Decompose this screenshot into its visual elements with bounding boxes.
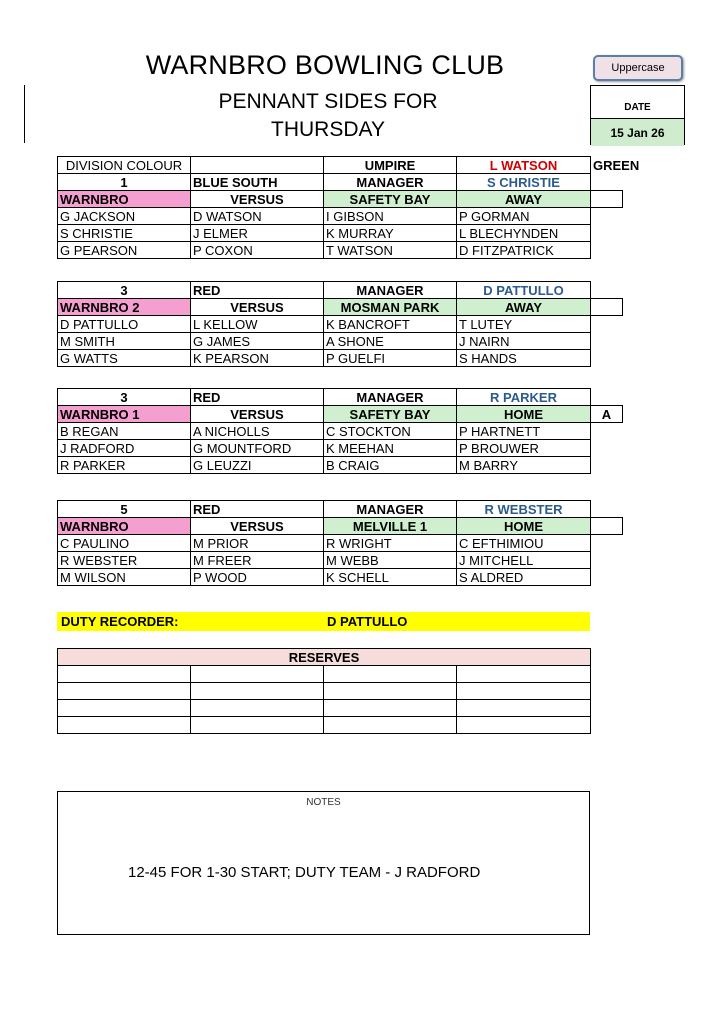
player-cell[interactable]: P GUELFI bbox=[324, 350, 457, 367]
player-cell[interactable]: K PEARSON bbox=[191, 350, 324, 367]
player-cell[interactable]: C STOCKTON bbox=[324, 423, 457, 440]
duty-recorder-name[interactable]: D PATTULLO bbox=[327, 614, 408, 629]
player-cell[interactable]: B CRAIG bbox=[324, 457, 457, 474]
date-box bbox=[590, 85, 685, 145]
reserve-cell[interactable] bbox=[457, 717, 591, 734]
team-name[interactable]: WARNBRO 1 bbox=[58, 406, 191, 423]
player-cell[interactable]: R WEBSTER bbox=[58, 552, 191, 569]
reserve-cell[interactable] bbox=[58, 700, 191, 717]
division-colour: RED bbox=[191, 389, 324, 406]
venue[interactable]: AWAY bbox=[457, 191, 591, 208]
duty-recorder-label: DUTY RECORDER: bbox=[61, 614, 179, 629]
player-cell[interactable]: P WOOD bbox=[191, 569, 324, 586]
manager-label: MANAGER bbox=[324, 501, 457, 518]
reserve-cell[interactable] bbox=[457, 700, 591, 717]
side-table-2 bbox=[57, 281, 623, 367]
player-cell[interactable]: C PAULINO bbox=[58, 535, 191, 552]
reserve-cell[interactable] bbox=[191, 700, 324, 717]
division-number: 3 bbox=[58, 282, 191, 299]
duty-recorder-bar bbox=[57, 612, 590, 631]
player-cell[interactable]: J RADFORD bbox=[58, 440, 191, 457]
player-cell[interactable]: G MOUNTFORD bbox=[191, 440, 324, 457]
manager-name[interactable]: D PATTULLO bbox=[457, 282, 591, 299]
reserve-cell[interactable] bbox=[324, 717, 457, 734]
notes-label: NOTES bbox=[306, 797, 341, 808]
reserve-cell[interactable] bbox=[191, 666, 324, 683]
manager-name[interactable]: S CHRISTIE bbox=[457, 174, 591, 191]
player-cell[interactable]: P GORMAN bbox=[457, 208, 591, 225]
player-cell[interactable]: S ALDRED bbox=[457, 569, 591, 586]
player-cell[interactable]: M FREER bbox=[191, 552, 324, 569]
club-title: WARNBRO BOWLING CLUB bbox=[145, 50, 505, 80]
player-cell[interactable]: M WEBB bbox=[324, 552, 457, 569]
opponent-name[interactable]: MOSMAN PARK bbox=[324, 299, 457, 316]
reserve-cell[interactable] bbox=[58, 683, 191, 700]
green-cell[interactable]: A bbox=[591, 406, 623, 423]
division-colour: BLUE SOUTH bbox=[191, 174, 324, 191]
green-cell[interactable] bbox=[591, 518, 623, 535]
green-cell[interactable] bbox=[591, 191, 623, 208]
player-cell[interactable]: J MITCHELL bbox=[457, 552, 591, 569]
division-colour-header: DIVISION COLOUR bbox=[58, 157, 191, 174]
division-number: 3 bbox=[58, 389, 191, 406]
umpire-label: UMPIRE bbox=[324, 157, 457, 174]
opponent-name[interactable]: SAFETY BAY bbox=[324, 191, 457, 208]
opponent-name[interactable]: MELVILLE 1 bbox=[324, 518, 457, 535]
reserve-cell[interactable] bbox=[324, 700, 457, 717]
green-cell[interactable] bbox=[591, 299, 623, 316]
manager-label: MANAGER bbox=[324, 282, 457, 299]
page-subtitle: PENNANT SIDES FOR bbox=[218, 90, 438, 113]
player-cell[interactable]: K BANCROFT bbox=[324, 316, 457, 333]
venue[interactable]: HOME bbox=[457, 406, 591, 423]
versus-label: VERSUS bbox=[191, 299, 324, 316]
date-value[interactable]: 15 Jan 26 bbox=[591, 118, 684, 146]
green-header: GREEN bbox=[593, 157, 640, 173]
division-number: 1 bbox=[58, 174, 191, 191]
reserve-cell[interactable] bbox=[58, 717, 191, 734]
reserve-cell[interactable] bbox=[191, 683, 324, 700]
player-cell[interactable]: I GIBSON bbox=[324, 208, 457, 225]
division-colour: RED bbox=[191, 282, 324, 299]
page-subtitle-day: THURSDAY bbox=[271, 118, 385, 141]
player-cell[interactable]: M SMITH bbox=[58, 333, 191, 350]
player-cell[interactable]: P COXON bbox=[191, 242, 324, 259]
player-cell[interactable]: K MEEHAN bbox=[324, 440, 457, 457]
reserve-cell[interactable] bbox=[324, 666, 457, 683]
side-table-3 bbox=[57, 388, 623, 474]
versus-label: VERSUS bbox=[191, 406, 324, 423]
side-table-1 bbox=[57, 156, 655, 259]
notes-box[interactable] bbox=[57, 791, 590, 935]
versus-label: VERSUS bbox=[191, 191, 324, 208]
notes-text: 12-45 FOR 1-30 START; DUTY TEAM - J RADFORD bbox=[128, 864, 481, 881]
reserve-cell[interactable] bbox=[324, 683, 457, 700]
player-cell[interactable]: J ELMER bbox=[191, 225, 324, 242]
player-cell[interactable]: J NAIRN bbox=[457, 333, 591, 350]
date-label: DATE bbox=[624, 102, 651, 113]
player-cell[interactable]: M PRIOR bbox=[191, 535, 324, 552]
reserve-cell[interactable] bbox=[457, 683, 591, 700]
team-name[interactable]: WARNBRO bbox=[58, 518, 191, 535]
player-cell[interactable]: T WATSON bbox=[324, 242, 457, 259]
player-cell[interactable]: D WATSON bbox=[191, 208, 324, 225]
manager-name[interactable]: R PARKER bbox=[457, 389, 591, 406]
player-cell[interactable]: P HARTNETT bbox=[457, 423, 591, 440]
player-cell[interactable]: S HANDS bbox=[457, 350, 591, 367]
player-cell[interactable]: M BARRY bbox=[457, 457, 591, 474]
player-cell[interactable]: D FITZPATRICK bbox=[457, 242, 591, 259]
division-colour: RED bbox=[191, 501, 324, 518]
player-cell[interactable]: S CHRISTIE bbox=[58, 225, 191, 242]
player-cell[interactable]: K MURRAY bbox=[324, 225, 457, 242]
side-table-4 bbox=[57, 500, 623, 586]
reserves-table bbox=[57, 648, 591, 734]
manager-label: MANAGER bbox=[324, 174, 457, 191]
player-cell[interactable]: G JAMES bbox=[191, 333, 324, 350]
manager-name[interactable]: R WEBSTER bbox=[457, 501, 591, 518]
umpire-name[interactable]: L WATSON bbox=[457, 157, 591, 174]
player-cell[interactable]: L BLECHYNDEN bbox=[457, 225, 591, 242]
venue[interactable]: AWAY bbox=[457, 299, 591, 316]
reserves-header: RESERVES bbox=[58, 649, 591, 666]
player-cell[interactable]: G JACKSON bbox=[58, 208, 191, 225]
manager-label: MANAGER bbox=[324, 389, 457, 406]
player-cell[interactable]: P BROUWER bbox=[457, 440, 591, 457]
player-cell[interactable]: K SCHELL bbox=[324, 569, 457, 586]
player-cell[interactable]: M WILSON bbox=[58, 569, 191, 586]
player-cell[interactable]: G LEUZZI bbox=[191, 457, 324, 474]
player-cell[interactable]: R WRIGHT bbox=[324, 535, 457, 552]
player-cell[interactable]: A SHONE bbox=[324, 333, 457, 350]
division-number: 5 bbox=[58, 501, 191, 518]
player-cell[interactable]: C EFTHIMIOU bbox=[457, 535, 591, 552]
player-cell[interactable]: L KELLOW bbox=[191, 316, 324, 333]
player-cell[interactable]: D PATTULLO bbox=[58, 316, 191, 333]
team-name[interactable]: WARNBRO bbox=[58, 191, 191, 208]
uppercase-button[interactable]: Uppercase bbox=[593, 55, 683, 81]
reserve-cell[interactable] bbox=[58, 666, 191, 683]
player-cell[interactable]: R PARKER bbox=[58, 457, 191, 474]
team-name[interactable]: WARNBRO 2 bbox=[58, 299, 191, 316]
venue[interactable]: HOME bbox=[457, 518, 591, 535]
reserve-cell[interactable] bbox=[191, 717, 324, 734]
text-cursor bbox=[24, 85, 25, 143]
opponent-name[interactable]: SAFETY BAY bbox=[324, 406, 457, 423]
player-cell[interactable]: G WATTS bbox=[58, 350, 191, 367]
reserve-cell[interactable] bbox=[457, 666, 591, 683]
player-cell[interactable]: B REGAN bbox=[58, 423, 191, 440]
player-cell[interactable]: G PEARSON bbox=[58, 242, 191, 259]
versus-label: VERSUS bbox=[191, 518, 324, 535]
player-cell[interactable]: T LUTEY bbox=[457, 316, 591, 333]
player-cell[interactable]: A NICHOLLS bbox=[191, 423, 324, 440]
